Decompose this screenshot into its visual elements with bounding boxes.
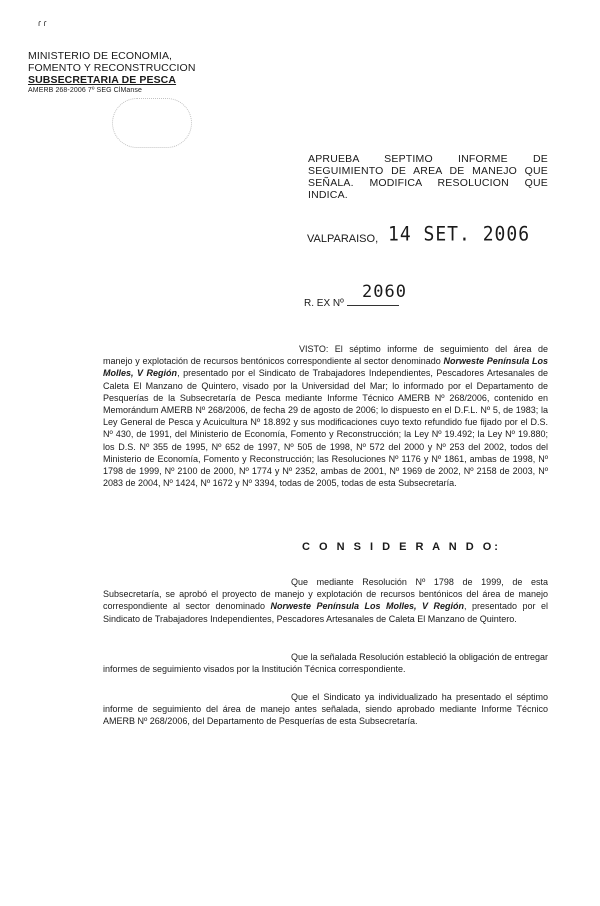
reference-code: AMERB 268-2006 7º SEG ClManse [28,87,143,94]
letterhead [28,50,228,95]
official-stamp [112,98,192,148]
visto-paragraph [103,343,548,489]
place-label: VALPARAISO, [307,233,379,245]
margin-mark: ɾ ɾ [38,18,47,28]
visto-text-1: VISTO: El séptimo informe de seguimiento del área de manejo y explotación de recursos bentónicos correspondiente al sector denominado [103,344,548,367]
considerando-1 [103,576,548,625]
subsecretaria-line: SUBSECRETARIA DE PESCA [28,74,177,86]
considerando-heading: C O N S I D E R A N D O: [302,541,501,553]
c1-sector: Norweste Península Los Molles, V Región [270,601,464,612]
ministry-line: MINISTERIO DE ECONOMIA, [28,50,173,62]
c1-text-b: , presentado por el Sindicato de Trabajadores Independientes, Pescadores Artesanales de Caleta El Manzano de Quintero. [103,601,548,624]
c1-text-a: Que mediante Resolución Nº 1798 de 1999, de esta Subsecretaría, se aprobó el proyecto de manejo y explotación de recursos bentónicos del área de manejo correspondiente al sector denominado [103,577,548,612]
resolution-label: R. EX Nº [304,298,344,309]
ministry-line-2: FOMENTO Y RECONSTRUCCION [28,62,196,74]
resolution-number: 2060 [362,282,407,302]
visto-sector: Norweste Península Los Molles, V Región [103,356,549,379]
resolution-title: APRUEBA SEPTIMO INFORME DE SEGUIMIENTO DE AREA DE MANEJO QUE SEÑALA. MODIFICA RESOLUCION QUE INDICA. [308,153,548,201]
signature-line [347,305,399,306]
considerando-2: Que la señalada Resolución estableció la obligación de entregar informes de seguimiento visados por la Institución Técnica correspondiente. [103,652,548,675]
considerando-3: Que el Sindicato ya individualizado ha presentado el séptimo informe de seguimiento del área de manejo antes señalada, siendo aprobado mediante Informe Técnico AMERB Nº 268/2006, del Departamento de Pesquerías de esta Subsecretaría. [103,692,548,727]
visto-text-2: , presentado por el Sindicato de Trabajadores Independientes, Pescadores Artesanales de Caleta El Manzano de Quintero, visado por la Universidad del Mar; lo informado por el Departamento de Pesquerías de la Subsecretaría de Pesca mediante Informe Técnico AMERB Nº 268/2006, contenido en Memorándum AMERB Nº 268/2006, de fecha 29 de agosto de 2006; lo dispuesto en el D.F.L. Nº 5, de 1983; la Ley General de Pesca y Acuicultura Nº 18.892 y sus modificaciones cuyo texto refundido fue fijado por el D.S. Nº 430, de 1991, del Ministerio de Economía, Fomento y Reconstrucción; la Ley Nº 19.492; la Ley Nº 19.880; los D.S. Nº 355 de 1995, Nº 652 de 1997, Nº 505 de 1998, Nº 572 del 2000 y Nº 253 del 2002, todos del Ministerio de Economía, Fomento y Reconstrucción; las Resoluciones Nº 1176 y Nº 1861, ambas de 1998, Nº 1798 de 1999, Nº 2100 de 2000, Nº 1774 y Nº 2352, ambas de 2001, Nº 1969 de 2002, Nº 2158 de 2003, Nº 2083 de 2004, Nº 1424, Nº 1672 y Nº 3394, todas de 2005, todas de esta Subsecretaría. [103,368,549,489]
date-stamp: 14 SET. 2006 [388,222,531,247]
